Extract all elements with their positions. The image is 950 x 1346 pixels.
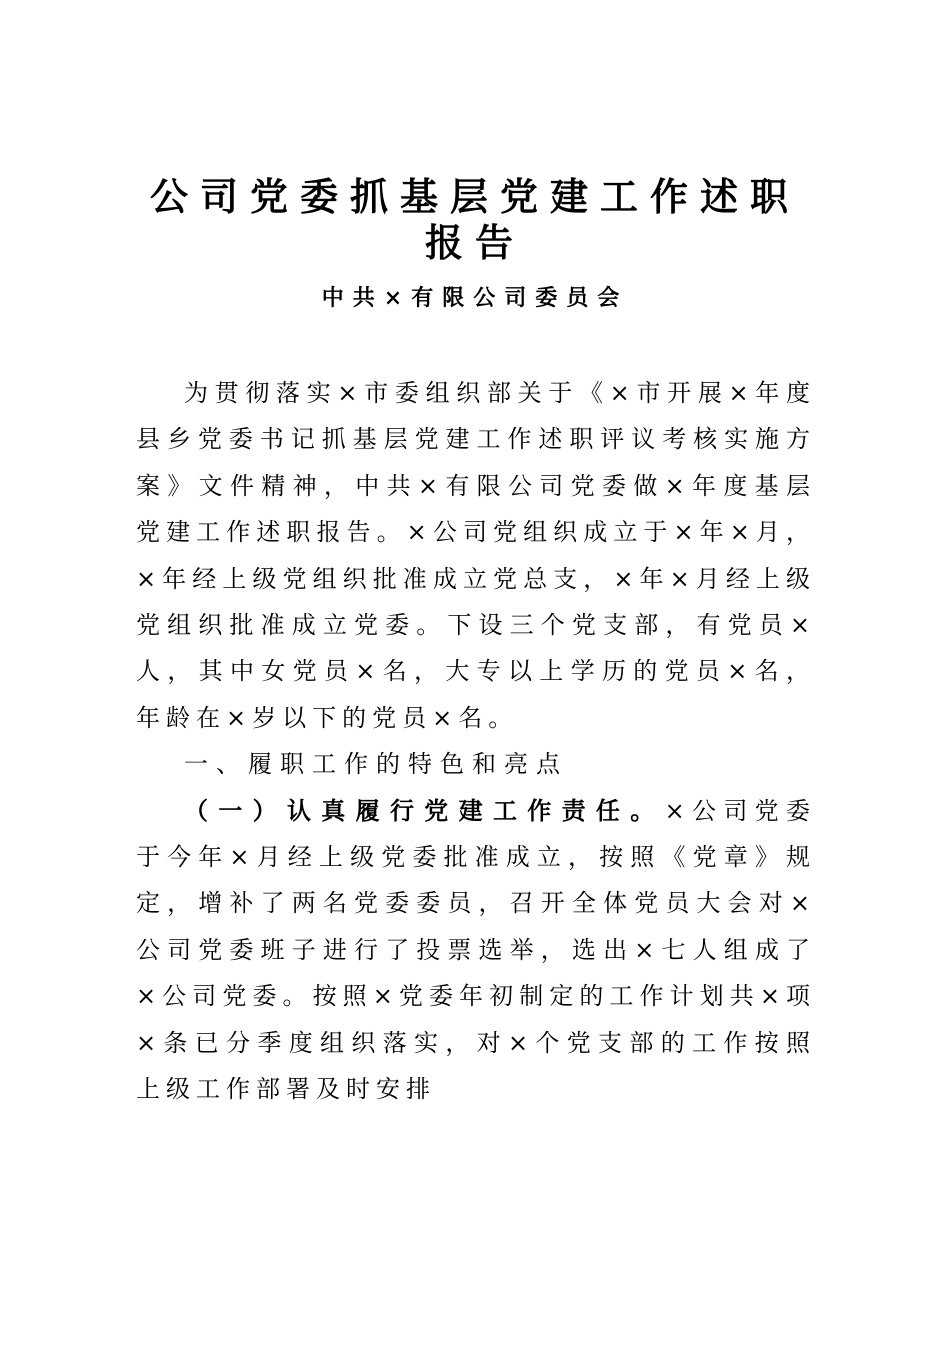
- document-title: [120, 174, 830, 266]
- title-line-1: 公司党委抓基层党建工作述职: [149, 174, 800, 219]
- document-body: [136, 370, 816, 1113]
- document-subtitle: 中共×有限公司委员会: [321, 285, 629, 311]
- title-line-2: 报告: [424, 220, 525, 265]
- subsection-text: ×公司党委于今年×月经上级党委批准成立，按照《党章》规定，增补了两名党委委员，召开全体党员大会对×公司党委班子进行了投票选举，选出×七人组成了×公司党委。按照×党委年初制定的工作计划共×项×条已分季度组织落实，对×个党支部的工作按照上级工作部署及时安排: [136, 796, 817, 1104]
- intro-paragraph: 为贯彻落实×市委组织部关于《×市开展×年度县乡党委书记抓基层党建工作述职评议考核实施方案》文件精神，中共×有限公司党委做×年度基层党建工作述职报告。×公司党组织成立于×年×月，×年经上级党组织批准成立党总支，×年×月经上级党组织批准成立党委。下设三个党支部，有党员×人，其中女党员×名，大专以上学历的党员×名，年龄在×岁以下的党员×名。: [136, 379, 816, 732]
- subsection-lead: （一）认真履行党建工作责任。: [184, 795, 665, 825]
- section-heading: 一、履职工作的特色和亮点: [184, 750, 568, 779]
- subsection-paragraph: [136, 788, 816, 1113]
